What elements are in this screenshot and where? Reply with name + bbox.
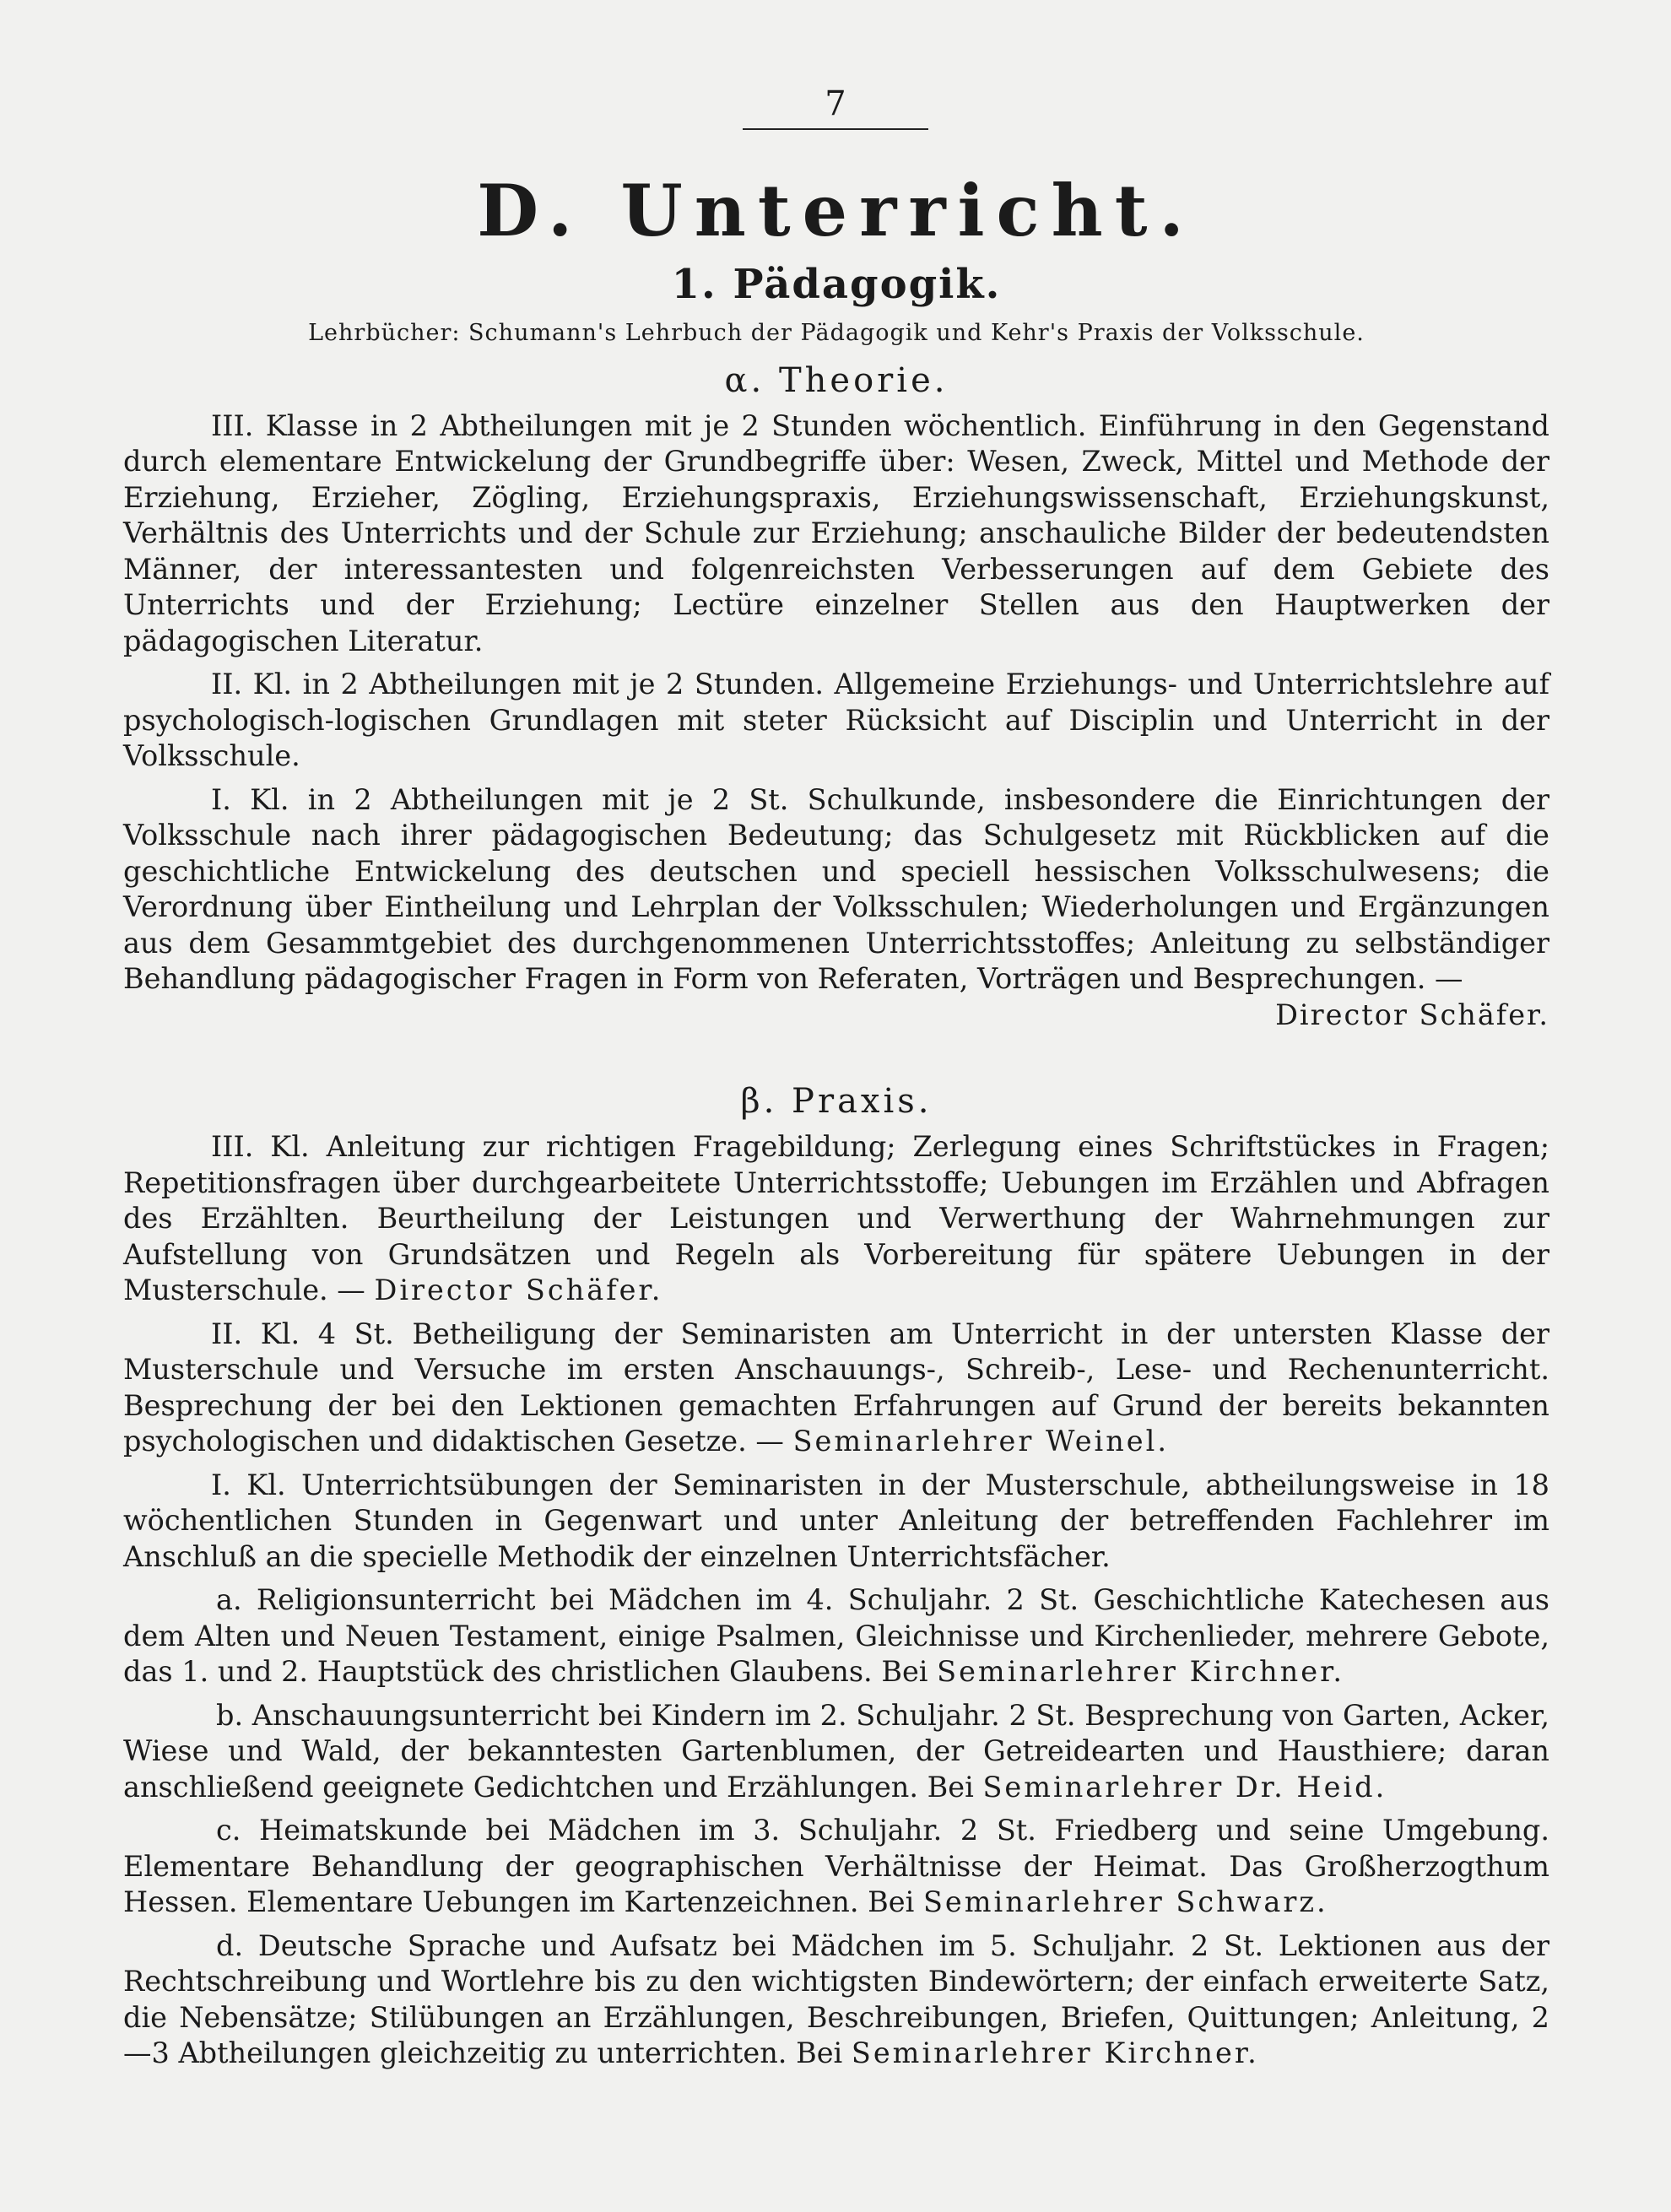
practice-item-a [123,1582,1549,1690]
practice-class-ii-signature: Seminarlehrer Weinel. [792,1425,1169,1458]
practice-item-b-text: b. Anschauungsunterricht bei Kindern im 2. Schuljahr. 2 St. Besprechung von Garten, Acker, Wiese und Wald, der bekanntesten Gartenblumen, der Getreidearten und Hausthiere; daran anschließend geeignete Gedichtchen und Erzählungen. Bei [123,1698,1549,1804]
theory-class-i: I. Kl. in 2 Abtheilungen mit je 2 St. Schulkunde, insbesondere die Einrichtungen der Volksschule nach ihrer pädagogischen Bedeutung; das Schulgesetz mit Rückblicken auf die geschichtliche Entwickelung des deutschen und speciell hessischen Volksschulwesens; die Verordnung über Eintheilung und Lehrplan der Volksschulen; Wiederholungen und Ergänzungen aus dem Gesammtgebiet des durchgenommenen Unterrichtsstoffes; Anleitung zu selbständiger Behandlung pädagogischer Fragen in Form von Referaten, Vorträgen und Besprechungen. — [123,782,1549,996]
practice-class-i: I. Kl. Unterrichtsübungen der Seminaristen in der Musterschule, abtheilungsweise in 18 wöchentlichen Stunden in Gegenwart und unter Anleitung der betreffenden Fachlehrer im Anschluß an die specielle Methodik der einzelnen Unterrichtsfächer. [123,1468,1549,1573]
practice-item-c-signature: Seminarlehrer Schwarz. [922,1885,1328,1919]
practice-item-d-signature: Seminarlehrer Kirchner. [851,2036,1259,2070]
practice-item-d [123,1928,1549,2072]
practice-item-c-text: c. Heimatskunde bei Mädchen im 3. Schuljahr. 2 St. Friedberg und seine Umgebung. Elementare Behandlung der geographischen Verhältnisse der Heimat. Das Großherzogthum Hessen. Elementare Uebungen im Kartenzeichnen. Bei [123,1814,1549,1919]
textbooks-line: Lehrbücher: Schumann's Lehrbuch der Pädagogik und Kehr's Praxis der Volksschule. [308,319,1365,346]
practice-class-iii [123,1129,1549,1309]
practice-title: β. Praxis. [740,1082,933,1122]
practice-item-c [123,1813,1549,1921]
theory-signature: Director Schäfer. [1275,998,1549,1031]
theory-class-ii: II. Kl. in 2 Abtheilungen mit je 2 Stunden. Allgemeine Erziehungs- und Unterrichtslehre auf psychologisch-logischen Grundlagen mit steter Rücksicht auf Disciplin und Unterricht in der Volksschule. [123,668,1549,773]
practice-class-iii-text: III. Kl. Anleitung zur richtigen Fragebildung; Zerlegung eines Schriftstückes in Fragen; Repetitionsfragen über durchgearbeitete Unterrichtsstoffe; Uebungen im Erzählen und Abfragen des Erzählten. Beurtheilung der Leistungen und Verwerthung der Wahrnehmungen zur Aufstellung von Grundsätzen und Regeln als Vorbereitung für spätere Uebungen in der Musterschule. — [123,1130,1549,1307]
page-number: 7 [825,84,846,123]
theory-title: α. Theorie. [724,360,949,400]
practice-item-a-text: a. Religionsunterricht bei Mädchen im 4. Schuljahr. 2 St. Geschichtliche Katechesen aus dem Alten und Neuen Testament, einige Psalmen, Gleichnisse und Kirchenlieder, mehrere Gebote, das 1. und 2. Hauptstück des christlichen Glaubens. Bei [123,1583,1549,1689]
practice-item-a-signature: Seminarlehrer Kirchner. [937,1655,1345,1689]
page-content [123,160,1549,2072]
practice-class-ii-text: II. Kl. 4 St. Betheiligung der Seminaristen am Unterricht in der untersten Klasse der Musterschule und Versuche im ersten Anschauungs-, Schreib-, Lese- und Rechenunterricht. Besprechung der bei den Lektionen gemachten Erfahrungen auf Grund der bereits bekannten psychologischen und didaktischen Gesetze. — [123,1317,1549,1458]
header-rule [743,128,928,130]
subject-title: 1. Pädagogik. [671,260,1002,308]
practice-class-iii-signature: Director Schäfer. [374,1274,663,1307]
practice-class-ii [123,1317,1549,1460]
theory-class-iii: III. Klasse in 2 Abtheilungen mit je 2 Stunden wöchentlich. Einführung in den Gegenstand durch elementare Entwickelung der Grundbegriffe über: Wesen, Zweck, Mittel und Methode der Erziehung, Erzieher, Zögling, Erziehungspraxis, Erziehungswissenschaft, Erziehungskunst, Verhältnis des Unterrichts und der Schule zur Erziehung; anschauliche Bilder der bedeutendsten Männer, der interessantesten und folgenreichsten Verbesserungen auf dem Gebiete des Unterrichts und der Erziehung; Lectüre einzelner Stellen aus den Hauptwerken der pädagogischen Literatur. [123,408,1549,657]
practice-item-b-signature: Seminarlehrer Dr. Heid. [982,1770,1387,1804]
practice-item-d-text: d. Deutsche Sprache und Aufsatz bei Mädchen im 5. Schuljahr. 2 St. Lektionen aus der Rechtschreibung und Wortlehre bis zu den wichtigsten Bindewörtern; der einfach erweiterte Satz, die Nebensätze; Stilübungen an Erzählungen, Beschreibungen, Briefen, Quittungen; Anleitung, 2—3 Abtheilungen gleichzeitig zu unterrichten. Bei [123,1928,1549,2070]
section-title: D. Unterricht. [477,169,1196,252]
practice-item-b [123,1698,1549,1806]
